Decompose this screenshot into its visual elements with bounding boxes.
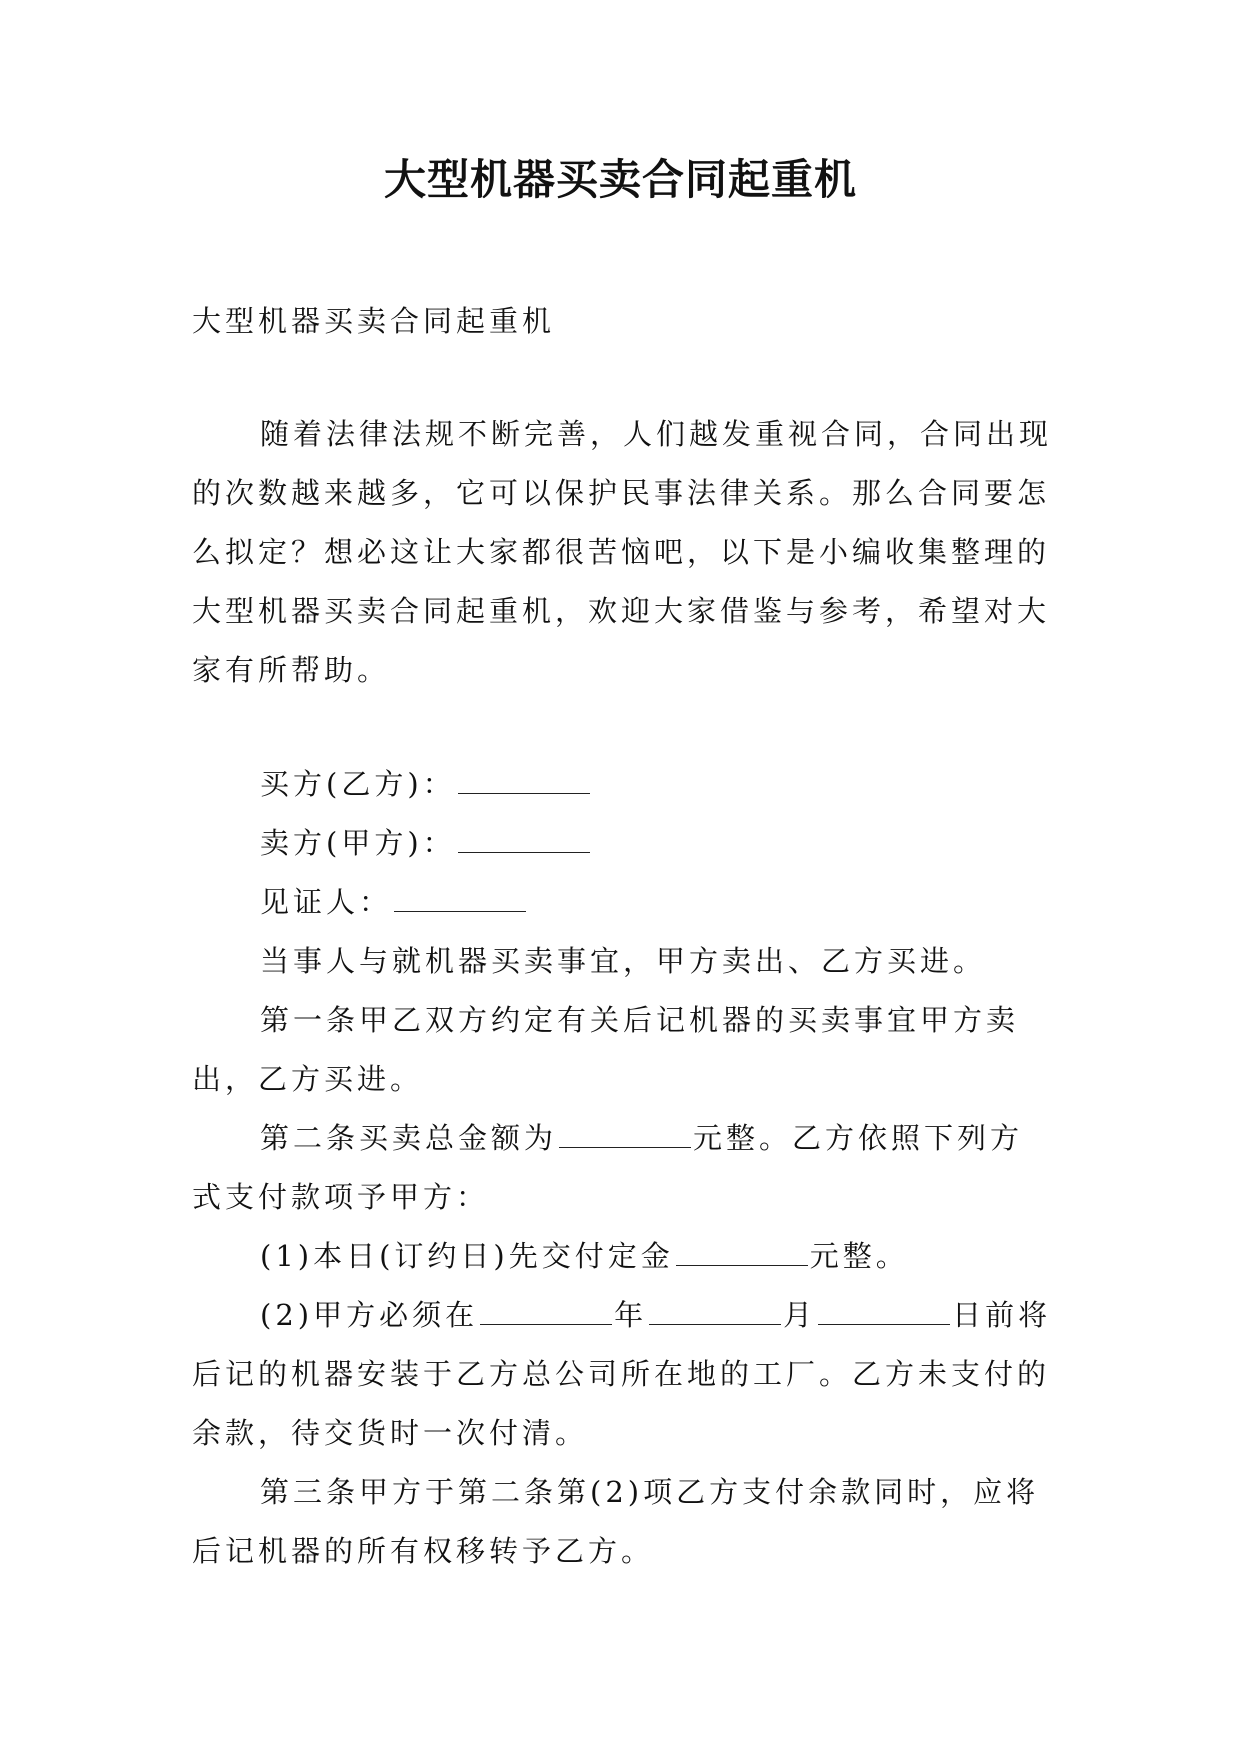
article-3: 第三条甲方于第二条第(2)项乙方支付余款同时，应将后记机器的所有权移转予乙方。 (192, 1475, 1040, 1568)
intro-paragraph: 随着法律法规不断完善，人们越发重视合同，合同出现的次数越来越多，它可以保护民事法律关系。那么合同要怎么拟定？想必这让大家都很苦恼吧，以下是小编收集整理的大型机器买卖合同起重机，欢迎大家借鉴与参考，希望对大家有所帮助。 (192, 417, 1053, 687)
seller-line (192, 814, 1052, 873)
item-1 (192, 1227, 1052, 1286)
month-blank (649, 1298, 781, 1325)
document-subtitle: 大型机器买卖合同起重机 (192, 304, 556, 338)
article-2-suffix: 元整。乙方依照下列方式支付款项予甲方： (192, 1121, 1024, 1214)
buyer-line (192, 755, 1052, 814)
party-statement: 当事人与就机器买卖事宜，甲方卖出、乙方买进。 (260, 944, 987, 978)
document-title: 大型机器买卖合同起重机 (383, 155, 857, 204)
seller-blank (458, 826, 590, 853)
witness-label: 见证人： (260, 885, 393, 919)
witness-blank (394, 885, 526, 912)
amount-blank (559, 1121, 691, 1148)
article-2-prefix: 第二条买卖总金额为 (260, 1121, 558, 1155)
month-label: 月 (783, 1298, 817, 1332)
buyer-label: 买方(乙方)： (260, 767, 456, 801)
buyer-blank (458, 767, 590, 794)
item-2-suffix: 日前将后记的机器安装于乙方总公司所在地的工厂。乙方未支付的余款，待交货时一次付清。 (192, 1298, 1052, 1450)
seller-label: 卖方(甲方)： (260, 826, 456, 860)
year-blank (480, 1298, 612, 1325)
deposit-blank (676, 1239, 808, 1266)
item-1-suffix: 元整。 (809, 1239, 909, 1273)
article-1: 第一条甲乙双方约定有关后记机器的买卖事宜甲方卖出，乙方买进。 (192, 1003, 1020, 1096)
item-1-prefix: (1)本日(订约日)先交付定金 (260, 1239, 674, 1273)
article-2 (192, 1109, 1052, 1227)
year-label: 年 (614, 1298, 648, 1332)
contract-clauses (192, 755, 1052, 1581)
witness-line (192, 873, 1052, 932)
item-2 (192, 1286, 1052, 1463)
day-blank (818, 1298, 950, 1325)
item-2-prefix: (2)甲方必须在 (260, 1298, 479, 1332)
